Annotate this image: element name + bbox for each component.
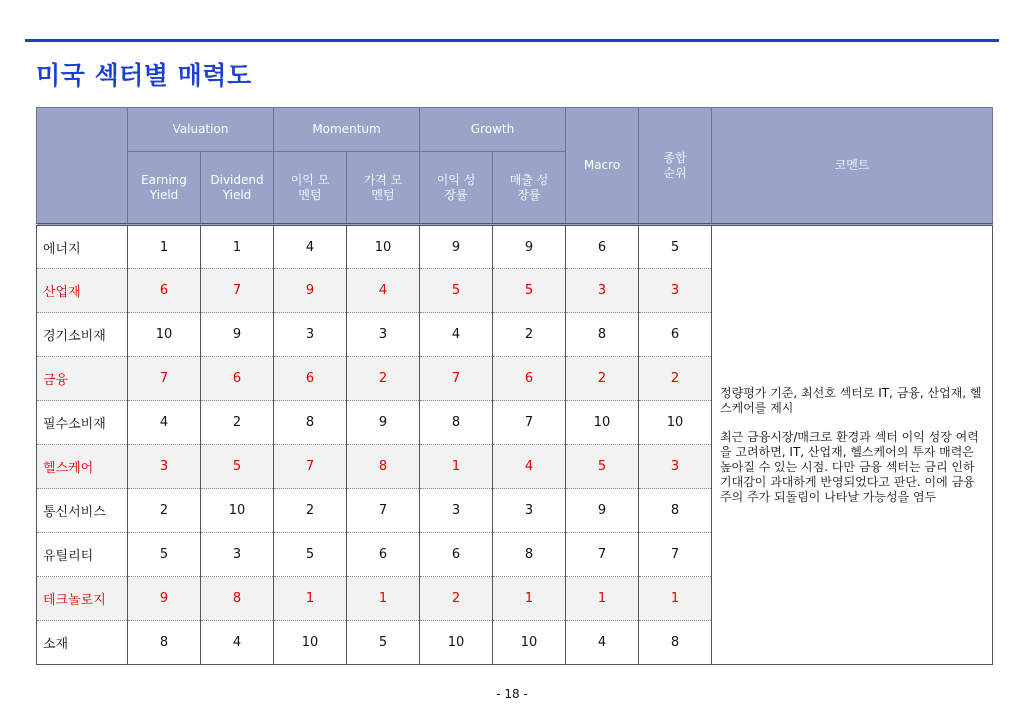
score-cell: 1 [420, 445, 493, 489]
score-cell: 9 [347, 401, 420, 445]
score-cell: 4 [128, 401, 201, 445]
page-number: - 18 - [496, 687, 528, 701]
score-cell: 3 [128, 445, 201, 489]
comment-cell [712, 225, 993, 665]
header-comment: 코멘트 [712, 108, 993, 225]
header-sub-label: Dividend Yield [210, 172, 264, 202]
score-cell: 3 [347, 313, 420, 357]
score-cell: 5 [493, 269, 566, 313]
score-cell: 2 [347, 357, 420, 401]
comment-paragraph-2: 최근 금융시장/매크로 환경과 섹터 이익 성장 여력을 고려하면, IT, 산업재, 헬스케어의 투자 매력은 높아질 수 있는 시점. 다만 금융 섹터는 금리 인하 기대감이 과대하게 반영되었다고 판단. 이에 금융주의 주가 되돌림이 나타날 가능성을 염두 [720, 429, 979, 504]
score-cell: 5 [566, 445, 639, 489]
score-cell: 9 [128, 577, 201, 621]
sector-name: 산업재 [37, 269, 128, 313]
comment-paragraph-1: 정량평가 기준, 최선호 섹터로 IT, 금융, 산업재, 헬스케어를 제시 [720, 385, 982, 415]
header-sales-growth [493, 152, 566, 225]
header-macro: Macro [566, 108, 639, 225]
score-cell: 7 [274, 445, 347, 489]
score-cell: 5 [347, 621, 420, 665]
score-cell: 6 [347, 533, 420, 577]
header-sub-label: Earning Yield [141, 172, 187, 202]
score-cell: 7 [493, 401, 566, 445]
score-cell: 1 [274, 577, 347, 621]
sector-name: 필수소비재 [37, 401, 128, 445]
sector-name: 에너지 [37, 225, 128, 269]
score-cell: 3 [201, 533, 274, 577]
score-cell: 9 [493, 225, 566, 269]
score-cell: 5 [420, 269, 493, 313]
score-cell: 2 [420, 577, 493, 621]
score-cell: 2 [566, 357, 639, 401]
score-cell: 8 [128, 621, 201, 665]
score-cell: 10 [566, 401, 639, 445]
score-cell: 5 [274, 533, 347, 577]
sector-attractiveness-table [36, 107, 993, 665]
header-price-momentum [347, 152, 420, 225]
header-sub-label: 이익 모멘텀 [290, 172, 330, 202]
score-cell: 2 [274, 489, 347, 533]
score-cell: 9 [420, 225, 493, 269]
score-cell: 8 [639, 489, 712, 533]
score-cell: 7 [639, 533, 712, 577]
score-cell: 8 [274, 401, 347, 445]
score-cell: 5 [639, 225, 712, 269]
score-cell: 6 [639, 313, 712, 357]
score-cell: 3 [493, 489, 566, 533]
score-cell: 1 [201, 225, 274, 269]
table-row [37, 225, 993, 269]
sector-name: 소재 [37, 621, 128, 665]
header-rank [639, 108, 712, 225]
header-rank-label: 종합 순위 [663, 150, 687, 180]
score-cell: 7 [566, 533, 639, 577]
top-rule [25, 39, 999, 42]
score-cell: 1 [566, 577, 639, 621]
score-cell: 3 [639, 445, 712, 489]
score-cell: 4 [274, 225, 347, 269]
score-cell: 10 [420, 621, 493, 665]
score-cell: 3 [639, 269, 712, 313]
header-sector-blank [37, 108, 128, 225]
sector-name: 경기소비재 [37, 313, 128, 357]
score-cell: 10 [201, 489, 274, 533]
header-group-growth: Growth [420, 108, 566, 152]
score-cell: 2 [493, 313, 566, 357]
score-cell: 10 [493, 621, 566, 665]
sector-name: 유틸리티 [37, 533, 128, 577]
score-cell: 8 [420, 401, 493, 445]
score-cell: 1 [493, 577, 566, 621]
header-sub-label: 매출 성장률 [509, 172, 549, 202]
sector-name: 통신서비스 [37, 489, 128, 533]
score-cell: 5 [128, 533, 201, 577]
score-cell: 4 [566, 621, 639, 665]
score-cell: 5 [201, 445, 274, 489]
score-cell: 10 [128, 313, 201, 357]
score-cell: 10 [274, 621, 347, 665]
score-cell: 4 [493, 445, 566, 489]
score-cell: 4 [347, 269, 420, 313]
score-cell: 7 [201, 269, 274, 313]
score-cell: 10 [347, 225, 420, 269]
score-cell: 8 [347, 445, 420, 489]
header-earnings-growth [420, 152, 493, 225]
sector-name: 금융 [37, 357, 128, 401]
score-cell: 10 [639, 401, 712, 445]
score-cell: 3 [420, 489, 493, 533]
score-cell: 8 [201, 577, 274, 621]
score-cell: 4 [420, 313, 493, 357]
score-cell: 4 [201, 621, 274, 665]
header-dividend-yield [201, 152, 274, 225]
score-cell: 6 [201, 357, 274, 401]
header-earnings-momentum [274, 152, 347, 225]
score-cell: 6 [420, 533, 493, 577]
score-cell: 7 [128, 357, 201, 401]
header-sub-label: 가격 모멘텀 [363, 172, 403, 202]
score-cell: 1 [347, 577, 420, 621]
score-cell: 7 [420, 357, 493, 401]
page-title: 미국 섹터별 매력도 [36, 61, 252, 90]
sector-name: 테크놀로지 [37, 577, 128, 621]
sector-name: 헬스케어 [37, 445, 128, 489]
score-cell: 7 [347, 489, 420, 533]
score-cell: 6 [493, 357, 566, 401]
header-group-valuation: Valuation [128, 108, 274, 152]
score-cell: 2 [128, 489, 201, 533]
score-cell: 3 [274, 313, 347, 357]
score-cell: 6 [566, 225, 639, 269]
score-cell: 3 [566, 269, 639, 313]
score-cell: 6 [274, 357, 347, 401]
score-cell: 8 [639, 621, 712, 665]
score-cell: 8 [566, 313, 639, 357]
score-cell: 2 [201, 401, 274, 445]
header-earning-yield [128, 152, 201, 225]
score-cell: 9 [201, 313, 274, 357]
score-cell: 6 [128, 269, 201, 313]
score-cell: 9 [274, 269, 347, 313]
header-group-momentum: Momentum [274, 108, 420, 152]
score-cell: 1 [128, 225, 201, 269]
score-cell: 1 [639, 577, 712, 621]
score-cell: 2 [639, 357, 712, 401]
score-cell: 8 [493, 533, 566, 577]
score-cell: 9 [566, 489, 639, 533]
header-sub-label: 이익 성장률 [436, 172, 476, 202]
